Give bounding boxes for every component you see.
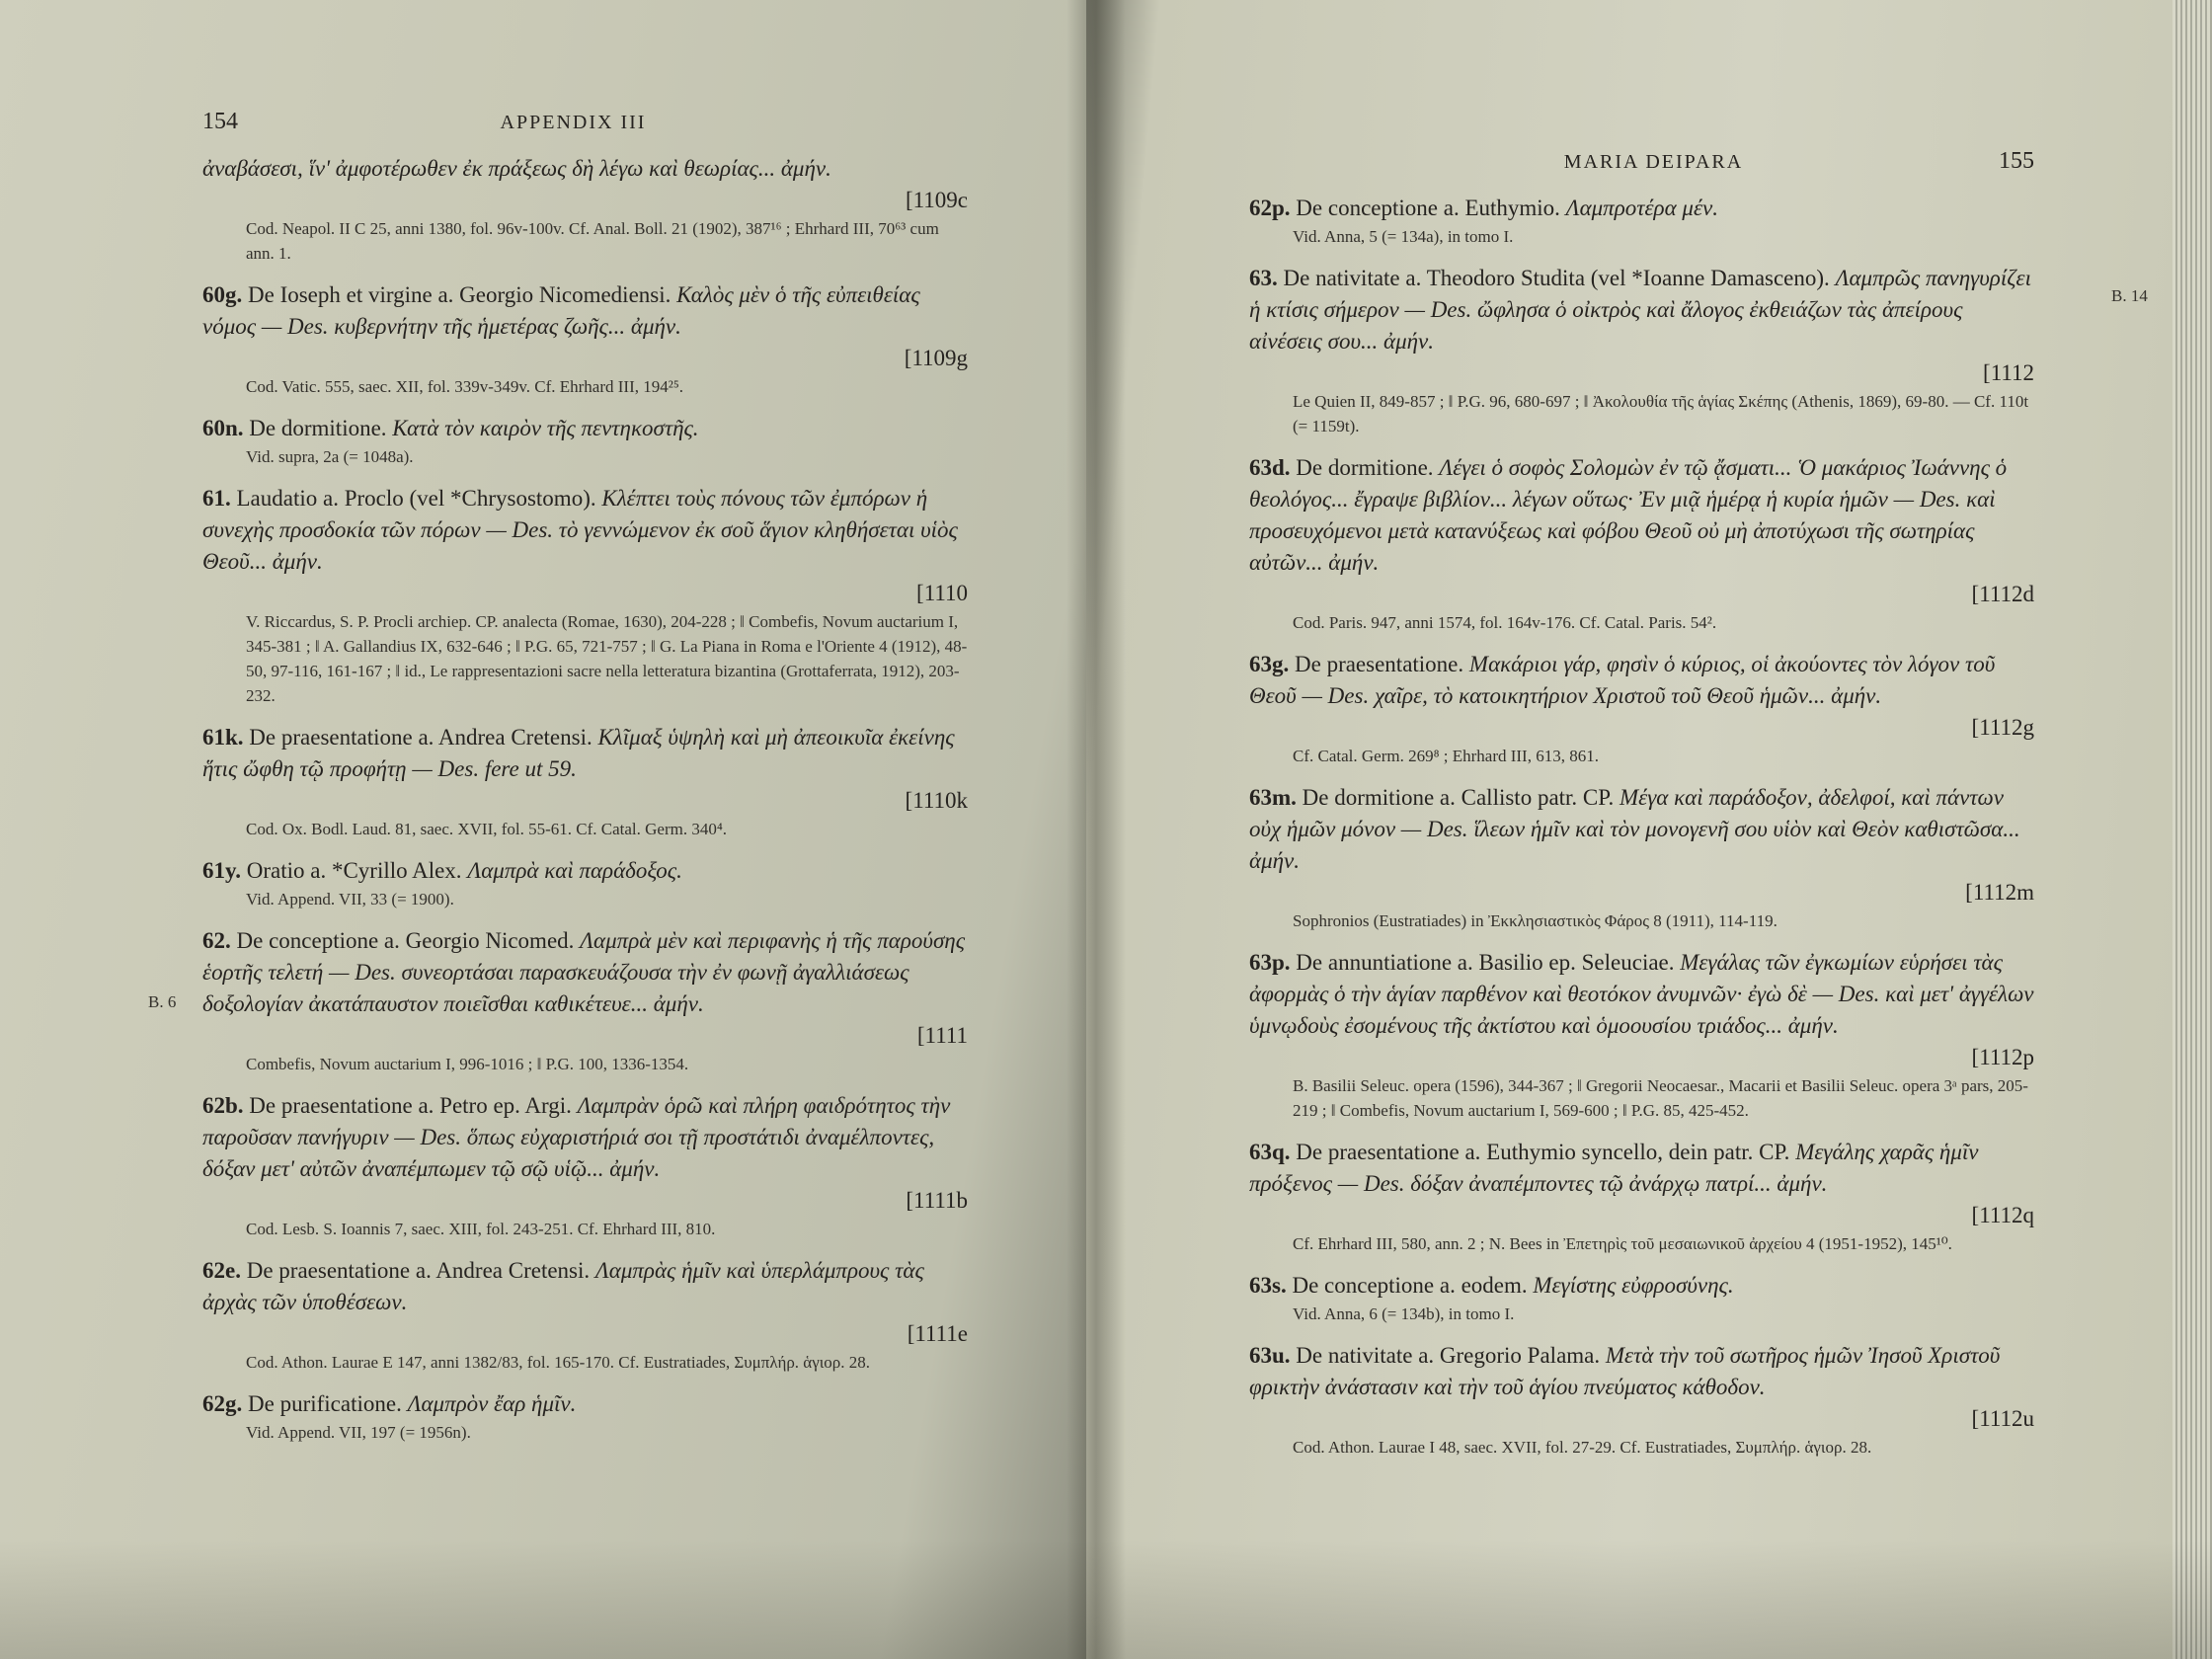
entry-bibliography: Le Quien II, 849-857 ; ‖ P.G. 96, 680-697 ; ‖ Ἀκολουθία τῆς ἁγίας Σκέπης (Athenis, 1869), 69-80. — Cf. 110t (= 1159t). — [1293, 392, 2029, 435]
entry-reference-number: [1112q — [1971, 1203, 2034, 1227]
right-margin-mark: B. 14 — [2111, 286, 2148, 305]
entry-title: De praesentatione a. Andrea Cretensi. — [246, 1258, 591, 1283]
catalog-entry — [1249, 947, 2034, 1123]
entry-number: 62e. — [202, 1258, 241, 1283]
entry-number: 63. — [1249, 266, 1278, 290]
entry-number: 63s. — [1249, 1273, 1287, 1298]
right-entries — [1249, 193, 2034, 1460]
catalog-entry — [202, 925, 968, 1076]
left-entries — [202, 153, 968, 1445]
entry-title: Oratio a. *Cyrillo Alex. — [246, 858, 462, 883]
catalog-entry — [202, 855, 968, 911]
entry-incipit: Μετὰ τὴν τοῦ σωτῆρος ἡμῶν Ἰησοῦ Χριστοῦ φρικτὴν ἀνάστασιν καὶ τὴν τοῦ ἁγίου πνεύματος κάθοδον. — [1249, 1343, 2001, 1399]
entry-title: De purificatione. — [248, 1391, 402, 1416]
catalog-entry — [202, 153, 968, 266]
entry-reference-number: [1111e — [907, 1321, 968, 1346]
entry-bibliography: Vid. Anna, 6 (= 134b), in tomo I. — [1293, 1304, 1515, 1323]
entry-incipit: Λαμπρὰ καὶ παράδοξος. — [467, 858, 682, 883]
entry-bibliography: Combefis, Novum auctarium I, 996-1016 ; ‖ P.G. 100, 1336-1354. — [246, 1055, 689, 1073]
entry-reference-number: [1112d — [1971, 582, 2034, 606]
entry-title: De conceptione a. Georgio Nicomed. — [236, 928, 575, 953]
entry-number: 63q. — [1249, 1140, 1291, 1164]
entry-title: De nativitate a. Gregorio Palama. — [1296, 1343, 1601, 1368]
catalog-entry — [1249, 193, 2034, 249]
entry-bibliography: Cod. Athon. Laurae I 48, saec. XVII, fol. 27-29. Cf. Eustratiades, Συμπλήρ. ἁγιορ. 28. — [1293, 1438, 1872, 1457]
entry-reference-number: [1112m — [1965, 880, 2034, 905]
entry-bibliography: Vid. Append. VII, 33 (= 1900). — [246, 890, 454, 908]
entry-number: 60g. — [202, 282, 243, 307]
entry-title: De dormitione. — [1296, 455, 1434, 480]
catalog-entry — [202, 1255, 968, 1375]
entry-number: 63p. — [1249, 950, 1291, 975]
entry-reference-number: [1110k — [905, 788, 968, 813]
catalog-entry — [202, 413, 968, 469]
entry-title: De Ioseph et virgine a. Georgio Nicomediensi. — [248, 282, 672, 307]
catalog-entry — [1249, 1137, 2034, 1256]
entry-title: De annuntiatione a. Basilio ep. Seleuciae. — [1296, 950, 1675, 975]
entry-bibliography: Cf. Ehrhard III, 580, ann. 2 ; N. Bees in Ἐπετηρὶς τοῦ μεσαιωνικοῦ ἀρχείου 4 (1951-1952), 145¹⁰. — [1293, 1234, 1952, 1253]
catalog-entry — [1249, 452, 2034, 635]
right-running-title: MARIA DEIPARA — [1563, 151, 1744, 173]
entry-title: De nativitate a. Theodoro Studita (vel *Ioanne Damasceno). — [1283, 266, 1830, 290]
entry-number: 63d. — [1249, 455, 1291, 480]
book-gutter — [1066, 0, 1126, 1659]
left-running-head — [202, 109, 968, 135]
entry-number: 62. — [202, 928, 231, 953]
entry-bibliography: Vid. Append. VII, 197 (= 1956n). — [246, 1423, 471, 1442]
entry-title: De dormitione. — [249, 416, 387, 440]
entry-incipit: Λαμπροτέρα μέν. — [1565, 196, 1718, 220]
entry-reference-number: [1112g — [1971, 715, 2034, 740]
entry-bibliography: Cod. Neapol. II C 25, anni 1380, fol. 96v-100v. Cf. Anal. Boll. 21 (1902), 387¹⁶ ; Ehrhard III, 70⁶³ cum ann. 1. — [246, 219, 939, 263]
entry-bibliography: Vid. supra, 2a (= 1048a). — [246, 447, 414, 466]
entry-incipit: Κλέπτει τοὺς πόνους τῶν ἐμπόρων ἡ συνεχὴς προσδοκία τῶν πόρων — Des. τὸ γεννώμενον ἐκ σοῦ ἅγιον κληθήσεται υἱὸς Θεοῦ... ἀμήν. — [202, 486, 958, 574]
catalog-entry — [202, 279, 968, 399]
catalog-entry — [1249, 263, 2034, 438]
entry-reference-number: [1112 — [1983, 360, 2034, 385]
entry-incipit: Μεγάλας τῶν ἐγκωμίων εὑρήσει τὰς ἀφορμὰς ὁ τὴν ἁγίαν παρθένον καὶ θεοτόκον ἀνυμνῶν· ἐγὼ δὲ — Des. καὶ μετ' ἀγγέλων ὑμνῳδοὺς ἐσομένους τῆς ἀκτίστου καὶ ὁμοουσίου τριάδος... ἀμήν. — [1249, 950, 2034, 1038]
entry-bibliography: Cod. Paris. 947, anni 1574, fol. 164v-176. Cf. Catal. Paris. 54². — [1293, 613, 1717, 632]
entry-incipit: Λέγει ὁ σοφὸς Σολομὼν ἐν τῷ ᾄσματι... Ὁ μακάριος Ἰωάννης ὁ θεολόγος... ἔγραψε βιβλίον... λέγων οὕτως· Ἐν μιᾷ ἡμέρᾳ ἡ κυρία ἡμῶν — Des. καὶ προσευχόμενοι μετὰ κατανύξεως καὶ φόβου Θεοῦ οὐ μὴ ἀποτύχωσι τῆς σωτηρίας αὐτῶν... ἀμήν. — [1249, 455, 2008, 575]
entry-bibliography: Sophronios (Eustratiades) in Ἐκκλησιαστικὸς Φάρος 8 (1911), 114-119. — [1293, 911, 1778, 930]
catalog-entry — [202, 722, 968, 841]
entry-reference-number: [1111 — [916, 1023, 968, 1048]
entry-title: De praesentatione a. Euthymio syncello, dein patr. CP. — [1296, 1140, 1790, 1164]
entry-bibliography: Cod. Ox. Bodl. Laud. 81, saec. XVII, fol. 55-61. Cf. Catal. Germ. 340⁴. — [246, 820, 728, 838]
catalog-entry — [1249, 649, 2034, 768]
entry-bibliography: Vid. Anna, 5 (= 134a), in tomo I. — [1293, 227, 1514, 246]
entry-number: 62g. — [202, 1391, 243, 1416]
entry-number: 63g. — [1249, 652, 1290, 676]
entry-incipit: Λαμπρὰν ὁρῶ καὶ πλήρη φαιδρότητος τὴν παροῦσαν πανήγυριν — Des. ὅπως εὐχαριστήριά σοι τῇ προστάτιδι ἀναμέλποντες, δόξαν μετ' αὐτῶν ἀναπέμπωμεν τῷ σῷ υἱῷ... ἀμήν. — [202, 1093, 951, 1181]
entry-incipit: Καλὸς μὲν ὁ τῆς εὐπειθείας νόμος — Des. κυβερνήτην τῆς ἡμετέρας ζωῆς... ἀμήν. — [202, 282, 920, 339]
entry-title: Laudatio a. Proclo (vel *Chrysostomo). — [236, 486, 596, 511]
right-running-head — [1249, 148, 2034, 175]
catalog-entry — [1249, 1270, 2034, 1326]
entry-number: 63m. — [1249, 785, 1297, 810]
entry-number: 61k. — [202, 725, 244, 750]
catalog-entry — [202, 1388, 968, 1445]
entry-incipit: Λαμπρὸν ἔαρ ἡμῖν. — [407, 1391, 577, 1416]
right-page-number: 155 — [1999, 148, 2034, 174]
entry-title: De conceptione a. eodem. — [1292, 1273, 1528, 1298]
entry-incipit: Μέγα καὶ παράδοξον, ἀδελφοί, καὶ πάντων οὐχ ἡμῶν μόνον — Des. ἵλεων ἡμῖν καὶ τὸν μονογενῆ σου υἱὸν καὶ Θεὸν καθιστῶσα... ἀμήν. — [1249, 785, 2020, 873]
entry-incipit: Μεγίστης εὐφροσύνης. — [1533, 1273, 1734, 1298]
entry-bibliography: Cod. Athon. Laurae E 147, anni 1382/83, fol. 165-170. Cf. Eustratiades, Συμπλήρ. ἁγιορ. 28. — [246, 1353, 871, 1372]
left-page-number: 154 — [202, 109, 238, 134]
entry-incipit: Λαμπρῶς πανηγυρίζει ἡ κτίσις σήμερον — Des. ὤφλησα ὁ οἰκτρὸς καὶ ἄλογος ἐκθειάζων τὰς ἀπείρους αἰνέσεις σου... ἀμήν. — [1249, 266, 2031, 354]
left-margin-mark: B. 6 — [148, 992, 177, 1011]
entry-bibliography: B. Basilii Seleuc. opera (1596), 344-367 ; ‖ Gregorii Neocaesar., Macarii et Basilii Seleuc. opera 3ᵃ pars, 205-219 ; ‖ Combefis, Novum auctarium I, 569-600 ; ‖ P.G. 85, 425-452. — [1293, 1076, 2028, 1120]
entry-reference-number: [1112u — [1971, 1406, 2034, 1431]
entry-number: 60n. — [202, 416, 244, 440]
entry-incipit: Λαμπρὰ μὲν καὶ περιφανὴς ἡ τῆς παρούσης ἑορτῆς τελετή — Des. συνεορτάσαι παρασκευάζουσα τὴν ἐν φωνῇ ἀγαλλιάσεως δοξολογίαν ἀκατάπαυστον ποιεῖσθαι καθικέτευε... ἀμήν. — [202, 928, 966, 1016]
entry-number: 63u. — [1249, 1343, 1291, 1368]
entry-reference-number: [1109g — [904, 346, 968, 370]
right-page — [1086, 0, 2172, 1659]
entry-incipit: Μακάριοι γάρ, φησὶν ὁ κύριος, οἱ ἀκούοντες τὸν λόγον τοῦ Θεοῦ — Des. χαῖρε, τὸ κατοικητήριον Χριστοῦ τοῦ Θεοῦ ἡμῶν... ἀμήν. — [1249, 652, 1996, 708]
catalog-entry — [1249, 782, 2034, 933]
page-edges — [2172, 0, 2212, 1659]
entry-reference-number: [1112p — [1971, 1045, 2034, 1069]
entry-number: 62b. — [202, 1093, 244, 1118]
entry-title: De praesentatione a. Petro ep. Argi. — [249, 1093, 572, 1118]
entry-reference-number: [1111b — [906, 1188, 968, 1213]
catalog-entry — [1249, 1340, 2034, 1460]
entry-number: 61y. — [202, 858, 241, 883]
entry-bibliography: Cf. Catal. Germ. 269⁸ ; Ehrhard III, 613, 861. — [1293, 747, 1599, 765]
entry-bibliography: Cod. Lesb. S. Ioannis 7, saec. XIII, fol. 243-251. Cf. Ehrhard III, 810. — [246, 1220, 716, 1238]
entry-incipit: Λαμπρὰς ἡμῖν καὶ ὑπερλάμπρους τὰς ἀρχὰς τῶν ὑποθέσεων. — [202, 1258, 924, 1314]
entry-number: 61. — [202, 486, 231, 511]
left-page — [0, 0, 1086, 1659]
entry-incipit: ἀναβάσεσι, ἵν' ἀμφοτέρωθεν ἐκ πράξεως δὴ λέγω καὶ θεωρίας... ἀμήν. — [202, 156, 831, 181]
entry-reference-number: [1110 — [916, 581, 968, 605]
entry-incipit: Κλῖμαξ ὑψηλὴ καὶ μὴ ἀπεοικυῖα ἐκείνης ἥτις ὤφθη τῷ προφήτῃ — Des. fere ut 59. — [202, 725, 955, 781]
left-running-title: APPENDIX III — [500, 112, 647, 133]
entry-reference-number: [1109c — [905, 188, 968, 212]
entry-bibliography: Cod. Vatic. 555, saec. XII, fol. 339v-349v. Cf. Ehrhard III, 194²⁵. — [246, 377, 684, 396]
entry-title: De dormitione a. Callisto patr. CP. — [1302, 785, 1615, 810]
entry-incipit: Κατὰ τὸν καιρὸν τῆς πεντηκοστῆς. — [392, 416, 699, 440]
catalog-entry — [202, 483, 968, 708]
entry-number: 62p. — [1249, 196, 1291, 220]
entry-title: De praesentatione a. Andrea Cretensi. — [249, 725, 592, 750]
entry-title: De praesentatione. — [1295, 652, 1464, 676]
entry-incipit: Μεγάλης χαρᾶς ἡμῖν πρόξενος — Des. δόξαν ἀναπέμποντες τῷ ἀνάρχῳ πατρί... ἀμήν. — [1249, 1140, 1979, 1196]
entry-bibliography: V. Riccardus, S. P. Procli archiep. CP. analecta (Romae, 1630), 204-228 ; ‖ Combefis, Novum auctarium I, 345-381 ; ‖ A. Gallandius IX, 632-646 ; ‖ P.G. 65, 721-757 ; ‖ G. La Piana in Roma e l'Oriente 4 (1912), 48-50, 97-116, 161-167 ; ‖ id., Le rappresentazioni sacre nella letteratura bizantina (Grottaferrata, 1912), 203-232. — [246, 612, 968, 705]
catalog-entry — [202, 1090, 968, 1241]
entry-title: De conceptione a. Euthymio. — [1296, 196, 1560, 220]
